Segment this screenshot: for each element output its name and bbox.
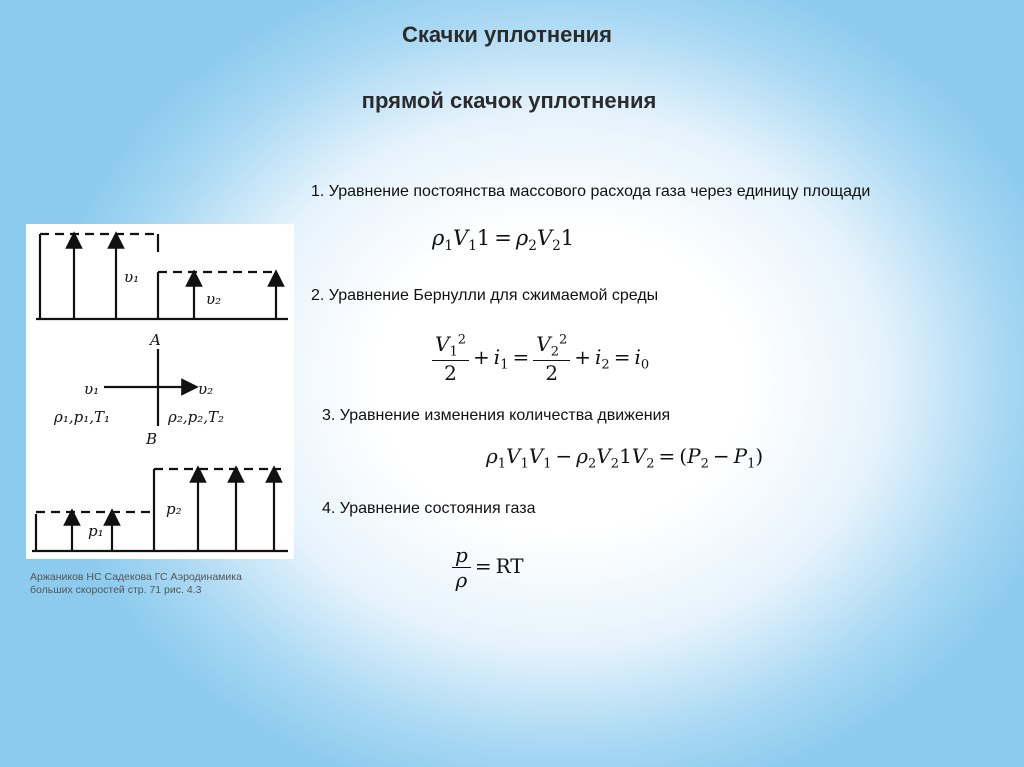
label-B: B xyxy=(146,430,158,448)
item-mass-flow: 1. Уравнение постоянства массового расхода газа через единицу площади xyxy=(311,183,871,200)
caption-line-2: больших скоростей стр. 71 рис. 4.3 xyxy=(30,584,202,596)
equation-mass-flow: $\rho_1V_11 = \rho_2V_21$ xyxy=(432,226,575,254)
label-p2: p₂ xyxy=(166,500,182,518)
equation-momentum: $\rho_1V_1V_1 - \rho_2V_21V_2 = (P_2 - P_1)$ xyxy=(486,444,764,472)
label-state2: ρ₂,p₂,T₂ xyxy=(168,408,225,426)
item-state: 4. Уравнение состояния газа xyxy=(322,500,536,517)
caption-line-1: Аржаников НС Садекова ГС Аэродинамика xyxy=(30,571,242,583)
item-bernoulli: 2. Уравнение Бернулли для сжимаемой среды xyxy=(311,287,659,304)
equation-state: $\frac{p}{\rho}$ = RT xyxy=(452,543,524,592)
label-v1-mid: υ₁ xyxy=(84,380,100,398)
figure-caption xyxy=(30,571,242,597)
slide-title: Скачки уплотнения xyxy=(401,22,613,47)
shock-diagram xyxy=(26,224,294,559)
item-momentum: 3. Уравнение изменения количества движения xyxy=(322,407,671,424)
equation-bernoulli: $\frac{V_1^2}{2}$ + $i_1$ = $\frac{V_2^2}{2}$ + $i_2 = i_0$ xyxy=(432,332,649,385)
slide-subtitle: прямой скачок уплотнения xyxy=(361,88,657,113)
label-A: A xyxy=(150,331,161,349)
label-state1: ρ₁,p₁,T₁ xyxy=(54,408,111,426)
label-v2-mid: υ₂ xyxy=(198,380,214,398)
label-v2-top: υ₂ xyxy=(206,290,222,308)
label-v1-top: υ₁ xyxy=(124,268,140,286)
label-p1: p₁ xyxy=(88,522,104,540)
